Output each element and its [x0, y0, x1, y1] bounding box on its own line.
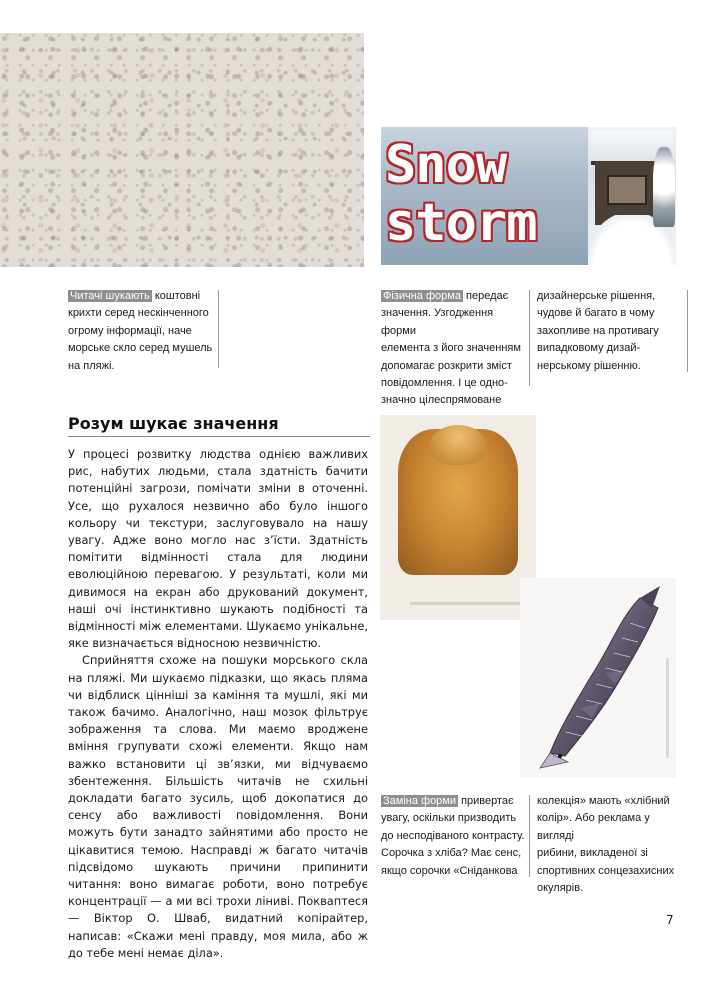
caption-tag: Читачі шукають	[70, 290, 150, 302]
caption-bottom-right: колекція» мають «хлібний колір». Або реклама у вигляді рибини, викладеної зі спортивних сонцезахисних окулярів.	[537, 795, 675, 895]
fish-illustration	[520, 578, 676, 778]
bread-jacket-collar	[430, 425, 486, 465]
sand-photo	[0, 33, 364, 267]
paragraph: У процесі розвитку людства однією важливих рис, набутих людьми, стала здатність бачити потенційні загрози, помічати зміни в оточенні. Усе, що рухалося незвично або було іншого кольору чи текстури, заслуговувало на нашу увагу. Адже воно могло нас з’їсти. Здатність помітити відмінності стала для людини еволюційною перевагою. У результаті, коли ми дивимося на екран або друкований документ, наші очі інстинктивно шукають подібності та відмінності між елементами. Шукаємо унікальне, яке визначається відносною незвичністю.	[68, 447, 368, 651]
cabin-window	[607, 175, 647, 205]
caption-bottom-middle: Заміна форми привертає увагу, оскільки призводить до несподіваного контрасту. Сорочка з хліба? Має сенс, якщо сорочки «Сніданкова	[381, 795, 525, 877]
page-number: 7	[666, 913, 674, 927]
snow-storm-image	[381, 127, 676, 265]
article-body	[68, 446, 368, 962]
caption-tag: Заміна форми	[383, 795, 457, 807]
caption-divider	[529, 290, 530, 386]
heading-rule	[68, 436, 370, 437]
caption-divider	[687, 290, 688, 372]
caption-top-right: дизайнерське рішення, чудове й багато в чому захопливе на противагу випадковому дизай- нерському рішенню.	[537, 290, 659, 372]
bread-jacket-photo	[380, 415, 536, 620]
caption-top-middle: Фізична форма передає значення. Узгодження форми елемента з його значенням допомагає розкрити зміст повідомлення. І це одно- значно цілеспрямоване	[381, 290, 521, 407]
storm-word: storm	[385, 193, 537, 253]
caption-divider	[529, 795, 530, 877]
caption-top-left: Читачі шукають коштовні крихти серед нескінченного огрому інформації, наче морське скло серед мушель на пляжі.	[68, 290, 213, 372]
paragraph: Сприйняття схоже на пошуки морського скла на пляжі. Ми шукаємо підказки, що якась пляма чи відблиск цінніші за каміння та мушлі, які ми також бачимо. Аналогічно, наш мозок фільтрує зображення та слова. Ми маємо вроджене вміння групувати схожі елементи. Якщо нам важко встановити ці зв’язки, ми відчуваємо збентеження. Більшість читачів не схильні докладати багато зусиль, щоб докопатися до сенсу або важливості повідомлення. Вони можуть бути занадто зайнятими або просто не цікавитися темою. Насправді ж багато читачів підсвідомо шукають причини припинити читання: воно вимагає роботи, воно потребує концентрації — а ми всі трохи ліниві. Покваптеся — Віктор О. Шваб, видатний копірайтер, написав: «Скажи мені правду, моя мила, або ж до тебе мені немає діла».	[68, 653, 368, 960]
article-heading: Розум шукає значення	[68, 414, 279, 433]
caption-tag: Фізична форма	[383, 290, 461, 302]
ad-caption-line	[410, 602, 522, 605]
sunglasses-fish-photo	[520, 578, 676, 778]
snowy-tree	[653, 147, 675, 227]
caption-divider	[218, 290, 219, 368]
snow-word: Snow	[385, 135, 507, 195]
